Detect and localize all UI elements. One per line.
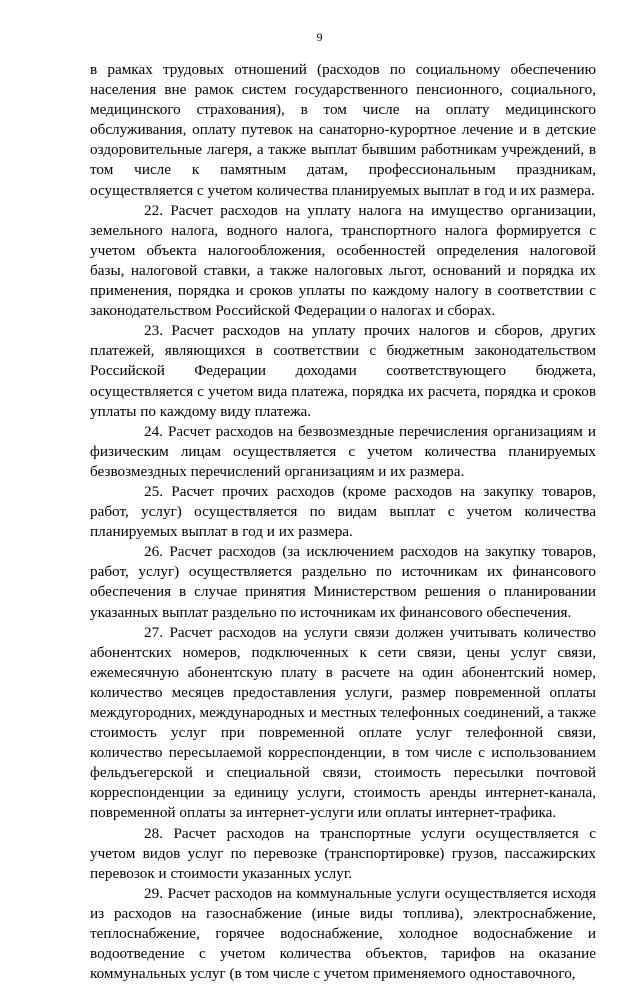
paragraph-27-communication-services: 27. Расчет расходов на услуги связи должен учитывать количество абонентских номеров, подключенных к сети связи, цены услуг связи, ежемесячную абонентскую плату в расчете на один абонентский номер, количество месяцев предоставления услуги, размер повременной оплаты междугородних, международных и местных телефонных соединений, а также стоимость услуг при повременной оплате услуг телефонной связи, количество пересылаемой корреспонденции, в том числе с использованием фельдъегерской и специальной связи, стоимость пересылки почтовой корреспонденции за единицу услуги, стоимость аренды интернет-канала, повременной оплаты за интернет-услуги или оплаты интернет-трафика. [90, 623, 596, 822]
paragraph-29-utility-services: 29. Расчет расходов на коммунальные услуги осуществляется исходя из расходов на газоснабжение (иные виды топлива), электроснабжение, теплоснабжение, горячее водоснабжение, холодное водоснабжение и водоотведение с учетом количества объектов, тарифов на оказание коммунальных услуг (в том числе с учетом применяемого одноставочного, [90, 884, 596, 983]
paragraph-26-funding-sources: 26. Расчет расходов (за исключением расходов на закупку товаров, работ, услуг) осуществляется раздельно по источникам их финансового обеспечения в случае принятия Министерством решения о планировании указанных выплат раздельно по источникам их финансового обеспечения. [90, 543, 596, 621]
page-number: 9 [316, 30, 323, 44]
paragraph-continuation: в рамках трудовых отношений (расходов по социальному обеспечению населения вне рамок систем государственного пенсионного, социального, медицинского страхования), в том числе на оплату медицинского обслуживания, оплату путевок на санаторно-курортное лечение и в детские оздоровительные лагеря, а также выплат бывшим работникам учреждений, в том числе к памятным датам, профессиональным праздникам, осуществляется с учетом количества планируемых выплат в год и их размера. [90, 61, 596, 199]
paragraph-28-transport-services: 28. Расчет расходов на транспортные услуги осуществляется с учетом видов услуг по перевозке (транспортировке) грузов, пассажирских перевозок и стоимости указанных услуг. [90, 824, 596, 882]
paragraph-25-other-expenses: 25. Расчет прочих расходов (кроме расходов на закупку товаров, работ, услуг) осуществляется по видам выплат с учетом количества планируемых выплат в год и их размера. [90, 482, 596, 541]
paragraph-22-property-tax: 22. Расчет расходов на уплату налога на имущество организации, земельного налога, водного налога, транспортного налога формируется с учетом объекта налогообложения, особенностей определения налоговой базы, налоговой ставки, а также налоговых льгот, оснований и порядка их применения, порядка и сроков уплаты по каждому налогу в соответствии с законодательством Российской Федерации о налогах и сборах. [90, 201, 596, 320]
paragraph-23-other-taxes: 23. Расчет расходов на уплату прочих налогов и сборов, других платежей, являющихся в соответствии с бюджетным законодательством Российской Федерации доходами соответствующего бюджета, осуществляется с учетом вида платежа, порядка их расчета, порядка и сроков уплаты по каждому виду платежа. [90, 322, 596, 420]
document-body [90, 60, 596, 984]
paragraph-24-grants: 24. Расчет расходов на безвозмездные перечисления организациям и физическим лицам осуществляется с учетом количества планируемых безвозмездных перечислений организациям и их размера. [90, 422, 596, 480]
